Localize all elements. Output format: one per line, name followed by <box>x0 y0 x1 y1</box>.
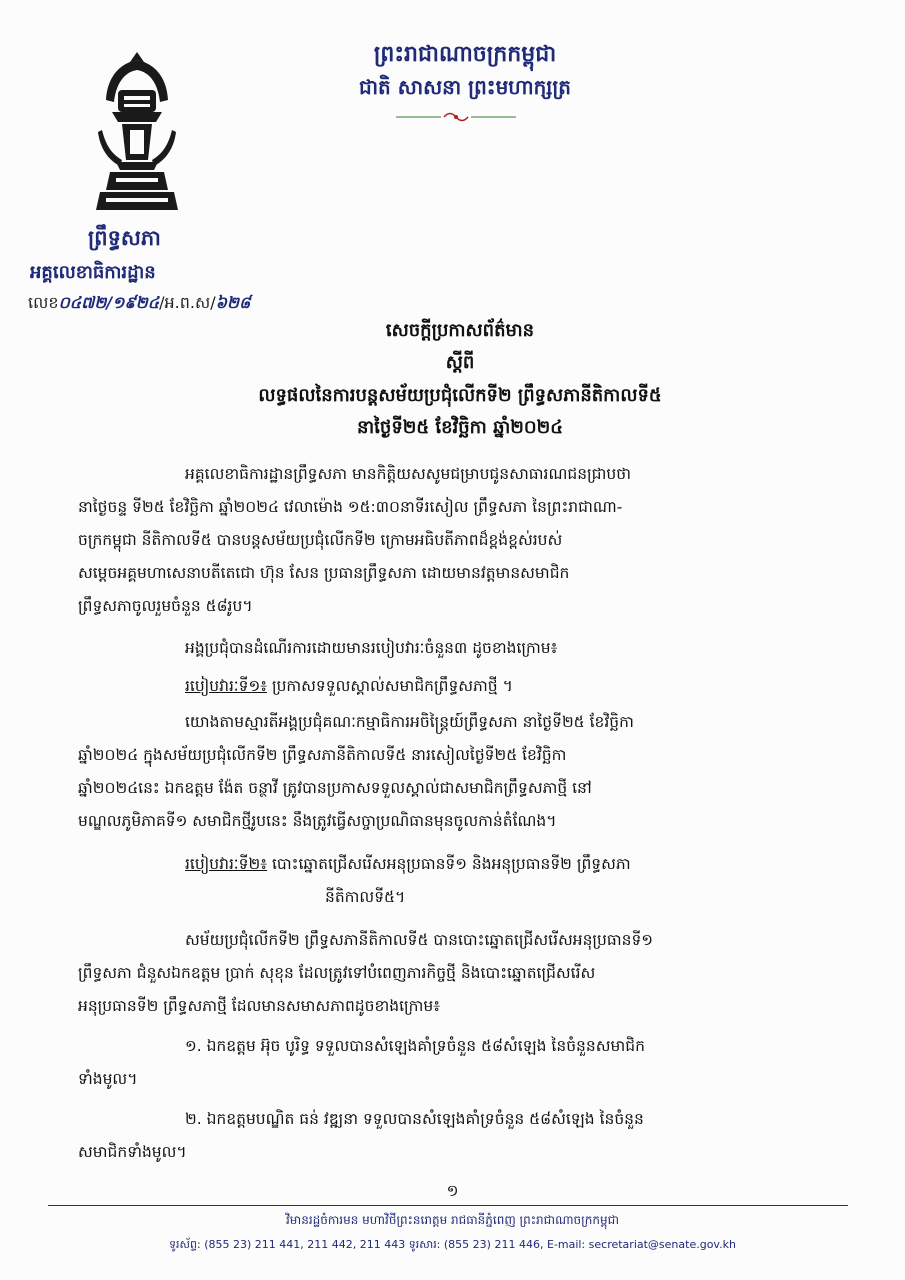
doc-title: សេចក្តីប្រកាសព័ត៌មាន <box>385 320 535 341</box>
phone-number: (855 23) 211 441, 211 442, 211 443 <box>204 1238 406 1251</box>
p3-line4: មណ្ឌលភូមិភាគទី១ សមាជិកថ្មីរូបនេះ នឹងត្រូវធ្វើសច្ចាប្រណិធានមុនចូលកាន់តំណែង។ <box>78 812 557 830</box>
phone-label: ទូរស័ព្ទ: <box>169 1238 201 1251</box>
p3-line2: ឆ្នាំ២០២៤ ក្នុងសម័យប្រជុំលើកទី២ ព្រឹទ្ធសភានីតិកាលទី៥ នារសៀលថ្ងៃទី២៥ ខែវិច្ឆិកា <box>78 746 567 764</box>
ref-prefix: លេខ <box>28 293 59 312</box>
footer-address: វិមានរដ្ឋចំការមន មហាវិថីព្រះនរោត្តម រាជធានីភ្នំពេញ ព្រះរាជាណាចក្រកម្ពុជា <box>285 1213 619 1227</box>
p1-line2: នាថ្ងៃចន្ទ ទី២៥ ខែវិច្ឆិកា ឆ្នាំ២០២៤ វេលាម៉ោង ១៥:៣០នាទីរសៀល ព្រឹទ្ធសភា នៃព្រះរាជាណា- <box>78 498 623 516</box>
doc-title-date: នាថ្ងៃទី២៥ ខែវិច្ឆិកា ឆ្នាំ២០២៤ <box>357 417 563 438</box>
agenda1 <box>185 670 825 703</box>
item1-line2: ទាំងមូល។ <box>78 1070 138 1088</box>
fax-number: (855 23) 211 446, <box>443 1238 544 1251</box>
agenda1-text: ប្រកាសទទួលស្គាល់សមាជិកព្រឹទ្ធសភាថ្មី ។ <box>271 677 513 695</box>
doc-title-subject: លទ្ធផលនៃការបន្តសម័យប្រជុំលើកទី២ ព្រឹទ្ធសភានីតិកាលទី៥ <box>258 385 662 406</box>
page-number: ១ <box>446 1181 459 1200</box>
item1-line1: ១. ឯកឧត្តម អ៊ុច បូរិទ្ធ ទទួលបានសំឡេងគាំទ្រចំនួន ៥៨សំឡេង នៃចំនួនសមាជិក <box>185 1037 645 1055</box>
issuer-secretariat: អគ្គលេខាធិការដ្ឋាន <box>30 262 156 283</box>
p4-line3: អនុប្រធានទី២ ព្រឹទ្ធសភាថ្មី ដែលមានសមាសភាពដូចខាងក្រោម៖ <box>78 997 441 1015</box>
email-address: E-mail: secretariat@senate.gov.kh <box>546 1238 736 1251</box>
doc-title-about: ស្តីពី <box>445 352 475 373</box>
footer-contact <box>0 1238 905 1254</box>
p3-line3: ឆ្នាំ២០២៤នេះ ឯកឧត្តម ង៉ែត ចន្ថាវី ត្រូវបានប្រកាសទទួលស្គាល់ជាសមាជិកព្រឹទ្ធសភាថ្មី នៅ <box>78 779 592 797</box>
senate-emblem-icon <box>92 50 182 215</box>
national-motto: ជាតិ សាសនា ព្រះមហាក្សត្រ <box>359 75 571 99</box>
item2-line1: ២. ឯកឧត្តមបណ្ឌិត ធន់ វឌ្ឍនា ទទួលបានសំឡេងគាំទ្រចំនួន ៥៨សំឡេង នៃចំនួន <box>185 1110 644 1128</box>
agenda2-text2: នីតិកាលទី៥។ <box>325 888 406 906</box>
p1-line4: សម្តេចអគ្គមហាសេនាបតីតេជោ ហ៊ុន សែន ប្រធានព្រឹទ្ធសភា ដោយមានវត្តមានសមាជិក <box>78 564 570 582</box>
ref-suffix: /អ.ព.ស/ <box>159 293 216 312</box>
ref-handwritten: ០៤៧២/១៩២៤ <box>58 293 160 312</box>
issuer-senate: ព្រឹទ្ធសភា <box>88 226 161 250</box>
ref-mark: ៦២៨ <box>215 293 251 312</box>
agenda2-label: របៀបវារៈទី២៖ <box>185 855 268 873</box>
footer-divider <box>48 1205 848 1206</box>
p2: អង្គប្រជុំបានដំណើរការដោយមានរបៀបវារៈចំនួន៣ ដូចខាងក្រោម៖ <box>185 639 558 657</box>
p4-line2: ព្រឹទ្ធសភា ជំនួសឯកឧត្តម ប្រាក់ សុខុន ដែលត្រូវទៅបំពេញភារកិច្ចថ្មី និងបោះឆ្នោតជ្រើសរើស <box>78 964 596 982</box>
p4-line1: សម័យប្រជុំលើកទី២ ព្រឹទ្ធសភានីតិកាលទី៥ បានបោះឆ្នោតជ្រើសរើសអនុប្រធានទី១ <box>185 931 654 949</box>
reference-number <box>28 292 250 316</box>
p3-line1: យោងតាមស្មារតីអង្គប្រជុំគណៈកម្មាធិការអចិន្ត្រៃយ៍ព្រឹទ្ធសភា នាថ្ងៃទី២៥ ខែវិច្ឆិកា <box>185 713 634 731</box>
p1-line5: ព្រឹទ្ធសភាចូលរួមចំនួន ៥៨រូប។ <box>78 597 253 615</box>
ornament-divider-icon <box>396 110 516 124</box>
p1-line1: អគ្គលេខាធិការដ្ឋានព្រឹទ្ធសភា មានកិត្តិយសសូមជម្រាបជូនសាធារណជនជ្រាបថា <box>185 465 632 483</box>
agenda2-text: បោះឆ្នោតជ្រើសរើសអនុប្រធានទី១ និងអនុប្រធានទី២ ព្រឹទ្ធសភា <box>271 855 631 873</box>
kingdom-heading: ព្រះរាជាណាចក្រកម្ពុជា <box>373 42 557 67</box>
fax-label: ទូរសារ: <box>408 1238 441 1251</box>
item2-line2: សមាជិកទាំងមូល។ <box>78 1143 187 1161</box>
p1-line3: ចក្រកម្ពុជា នីតិកាលទី៥ បានបន្តសម័យប្រជុំលើកទី២ ក្រោមអធិបតីភាពដ៏ខ្ពង់ខ្ពស់របស់ <box>78 531 563 549</box>
agenda1-label: របៀបវារៈទី១៖ <box>185 677 268 695</box>
agenda2 <box>185 848 825 881</box>
